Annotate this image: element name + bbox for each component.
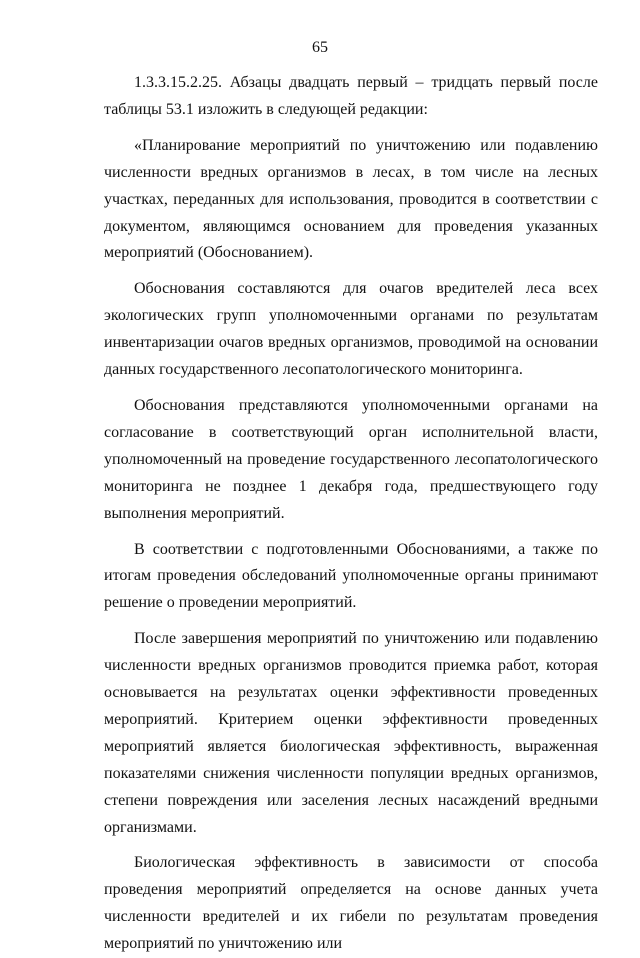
paragraph-biological-efficiency: Биологическая эффективность в зависимости от способа проведения мероприятий определяется на основе данных учета численности вредителей и их гибели по результатам проведения мероприятий по уничтожению или [104,854,598,953]
page-number: 65 [312,39,328,56]
paragraph-amendment-instruction: 1.3.3.15.2.25. Абзацы двадцать первый – тридцать первый после таблицы 53.1 изложить в следующей редакции: [104,74,598,118]
paragraph-planning: «Планирование мероприятий по уничтожению или подавлению численности вредных организмов в лесах, в том числе на лесных участках, переданных для использования, проводится в соответствии с документом, являющимся основанием для проведения указанных мероприятий (Обоснованием). [104,136,598,262]
paragraph-justifications-compiled: Обоснования составляются для очагов вредителей леса всех экологических групп уполномоченными органами по результатам инвентаризации очагов вредных организмов, проводимой на основании данных государственного лесопатологического мониторинга. [104,280,598,379]
document-body [104,70,598,958]
paragraph-justifications-submitted: Обоснования представляются уполномоченными органами на согласование в соответствующий орган исполнительной власти, уполномоченный на проведение государственного лесопатологического мониторинга не позднее 1 декабря года, предшествующего году выполнения мероприятий. [104,396,598,522]
paragraph-acceptance: После завершения мероприятий по уничтожению или подавлению численности вредных организмов проводится приемка работ, которая основывается на результатах оценки эффективности проведенных мероприятий. Критерием оценки эффективности проведенных мероприятий является биологическая эффективность, выраженная показателями снижения численности популяции вредных организмов, степени повреждения или заселения лесных насаждений вредными организмами. [104,630,598,836]
paragraph-decision: В соответствии с подготовленными Обоснованиями, а также по итогам проведения обследований уполномоченные органы принимают решение о проведении мероприятий. [104,540,598,612]
